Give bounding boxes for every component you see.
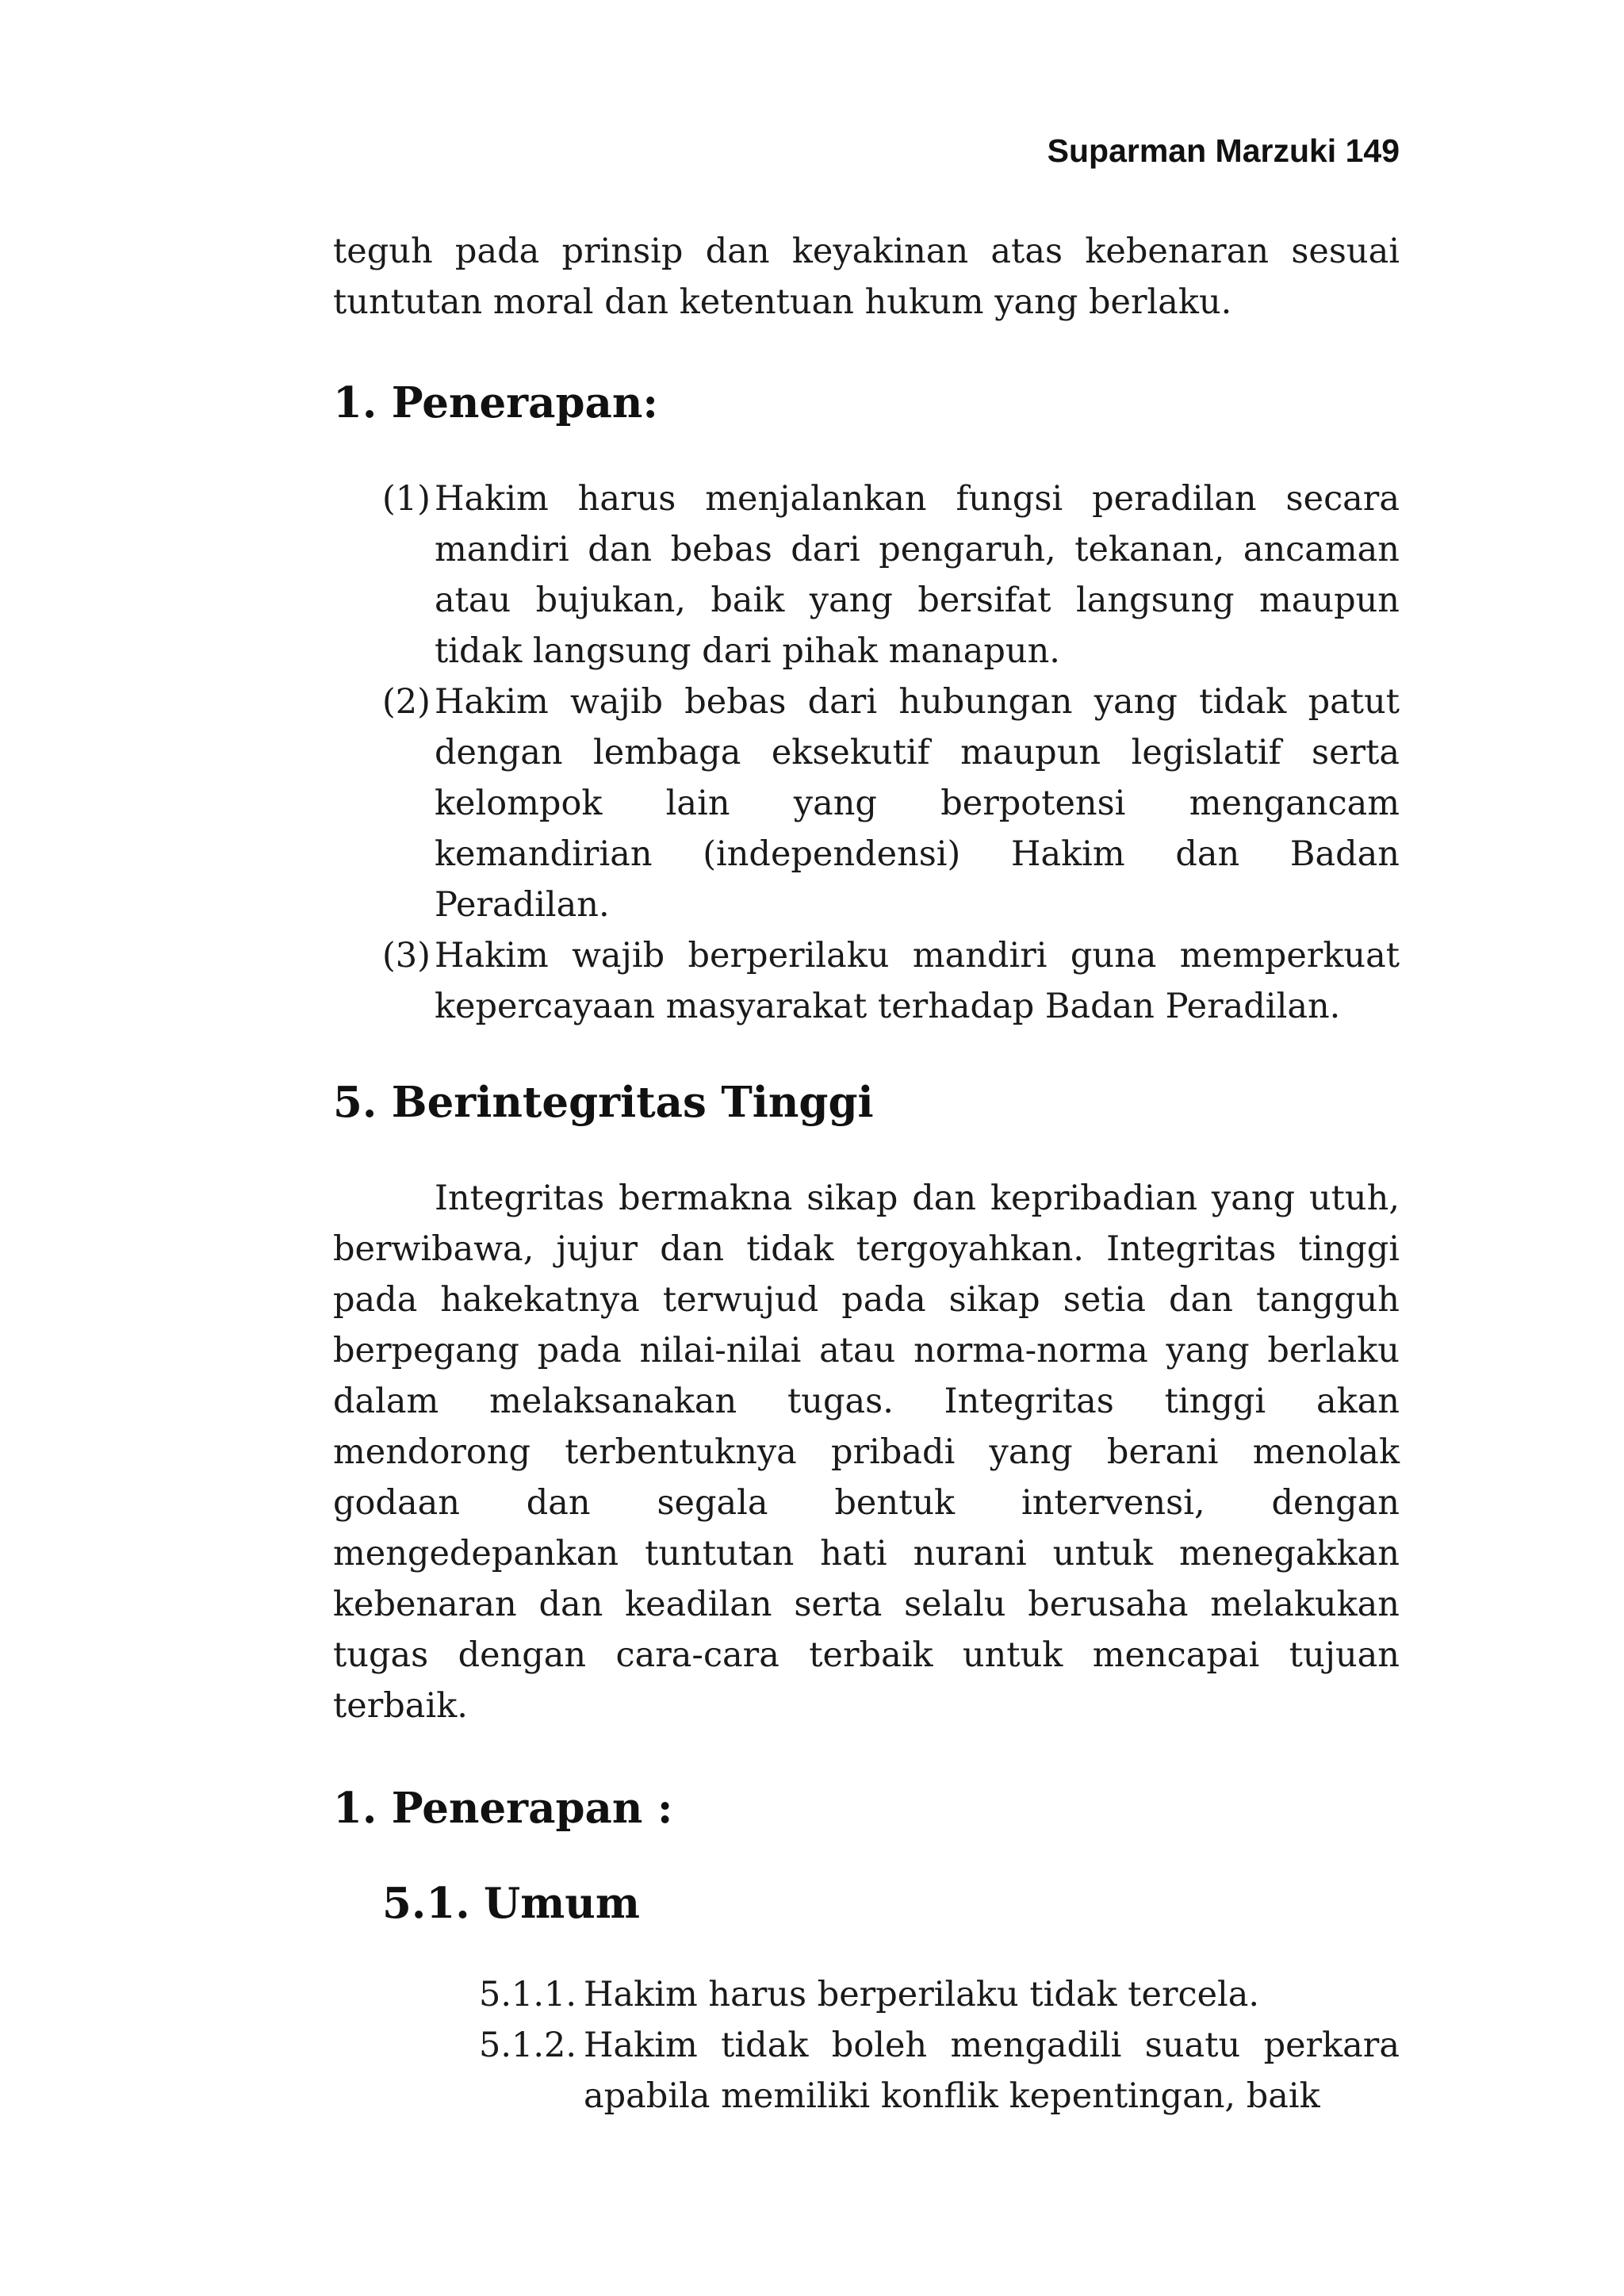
- list-item-text: Hakim harus menjalankan fungsi peradilan secara mandiri dan bebas dari pengaruh, tekanan, ancaman atau bujukan, baik yang bersifat langsung maupun tidak langsung dari pihak manapun.: [435, 479, 1400, 671]
- list-item-number: 5.1.2.: [479, 2026, 577, 2065]
- heading-penerapan-2: 1. Penerapan :: [333, 1784, 673, 1833]
- list-item-number: (1): [382, 479, 431, 519]
- heading-penerapan-1: 1. Penerapan:: [333, 378, 658, 427]
- list-item-text: Hakim harus berperilaku tidak tercela.: [584, 1975, 1260, 2014]
- umum-list: [333, 1969, 1400, 2122]
- list-item-text: Hakim tidak boleh mengadili suatu perkara apabila memiliki konflik kepentingan, baik: [584, 2026, 1400, 2116]
- list-item: [333, 2020, 1400, 2122]
- list-item: [333, 930, 1400, 1032]
- list-item: [333, 1969, 1400, 2020]
- list-item: [333, 473, 1400, 677]
- list-item-number: 5.1.1.: [479, 1975, 577, 2014]
- list-item-text: Hakim wajib bebas dari hubungan yang tidak patut dengan lembaga eksekutif maupun legislatif serta kelompok lain yang berpotensi mengancam kemandirian (independensi) Hakim dan Badan Peradilan.: [435, 682, 1400, 925]
- list-item-text: Hakim wajib berperilaku mandiri guna memperkuat kepercayaan masyarakat terhadap Badan Peradilan.: [435, 936, 1400, 1026]
- subsection-title: Umum: [484, 1879, 640, 1928]
- integritas-paragraph: Integritas bermakna sikap dan kepribadian yang utuh, berwibawa, jujur dan tidak tergoyahkan. Integritas tinggi pada hakekatnya terwujud pada sikap setia dan tangguh berpegang pada nilai-nilai atau norma-norma yang berlaku dalam melaksanakan tugas. Integritas tinggi akan mendorong terbentuknya pribadi yang berani menolak godaan dan segala bentuk intervensi, dengan mengedepankan tuntutan hati nurani untuk menegakkan kebenaran dan keadilan serta selalu berusaha melakukan tugas dengan cara-cara terbaik untuk mencapai tujuan terbaik.: [333, 1179, 1400, 1726]
- list-item-number: (2): [382, 682, 431, 722]
- heading-berintegritas-tinggi: 5. Berintegritas Tinggi: [333, 1078, 874, 1127]
- page-body: [333, 226, 1400, 2122]
- subsection-number: 5.1.: [382, 1879, 470, 1928]
- penerapan-list: [333, 473, 1400, 1032]
- intro-paragraph: teguh pada prinsip dan keyakinan atas kebenaran sesuai tuntutan moral dan ketentuan hukum yang berlaku.: [333, 232, 1400, 322]
- running-head: Suparman Marzuki 149: [1047, 132, 1400, 169]
- list-item: [333, 677, 1400, 930]
- list-item-number: (3): [382, 936, 431, 976]
- heading-umum: [333, 1876, 1400, 1931]
